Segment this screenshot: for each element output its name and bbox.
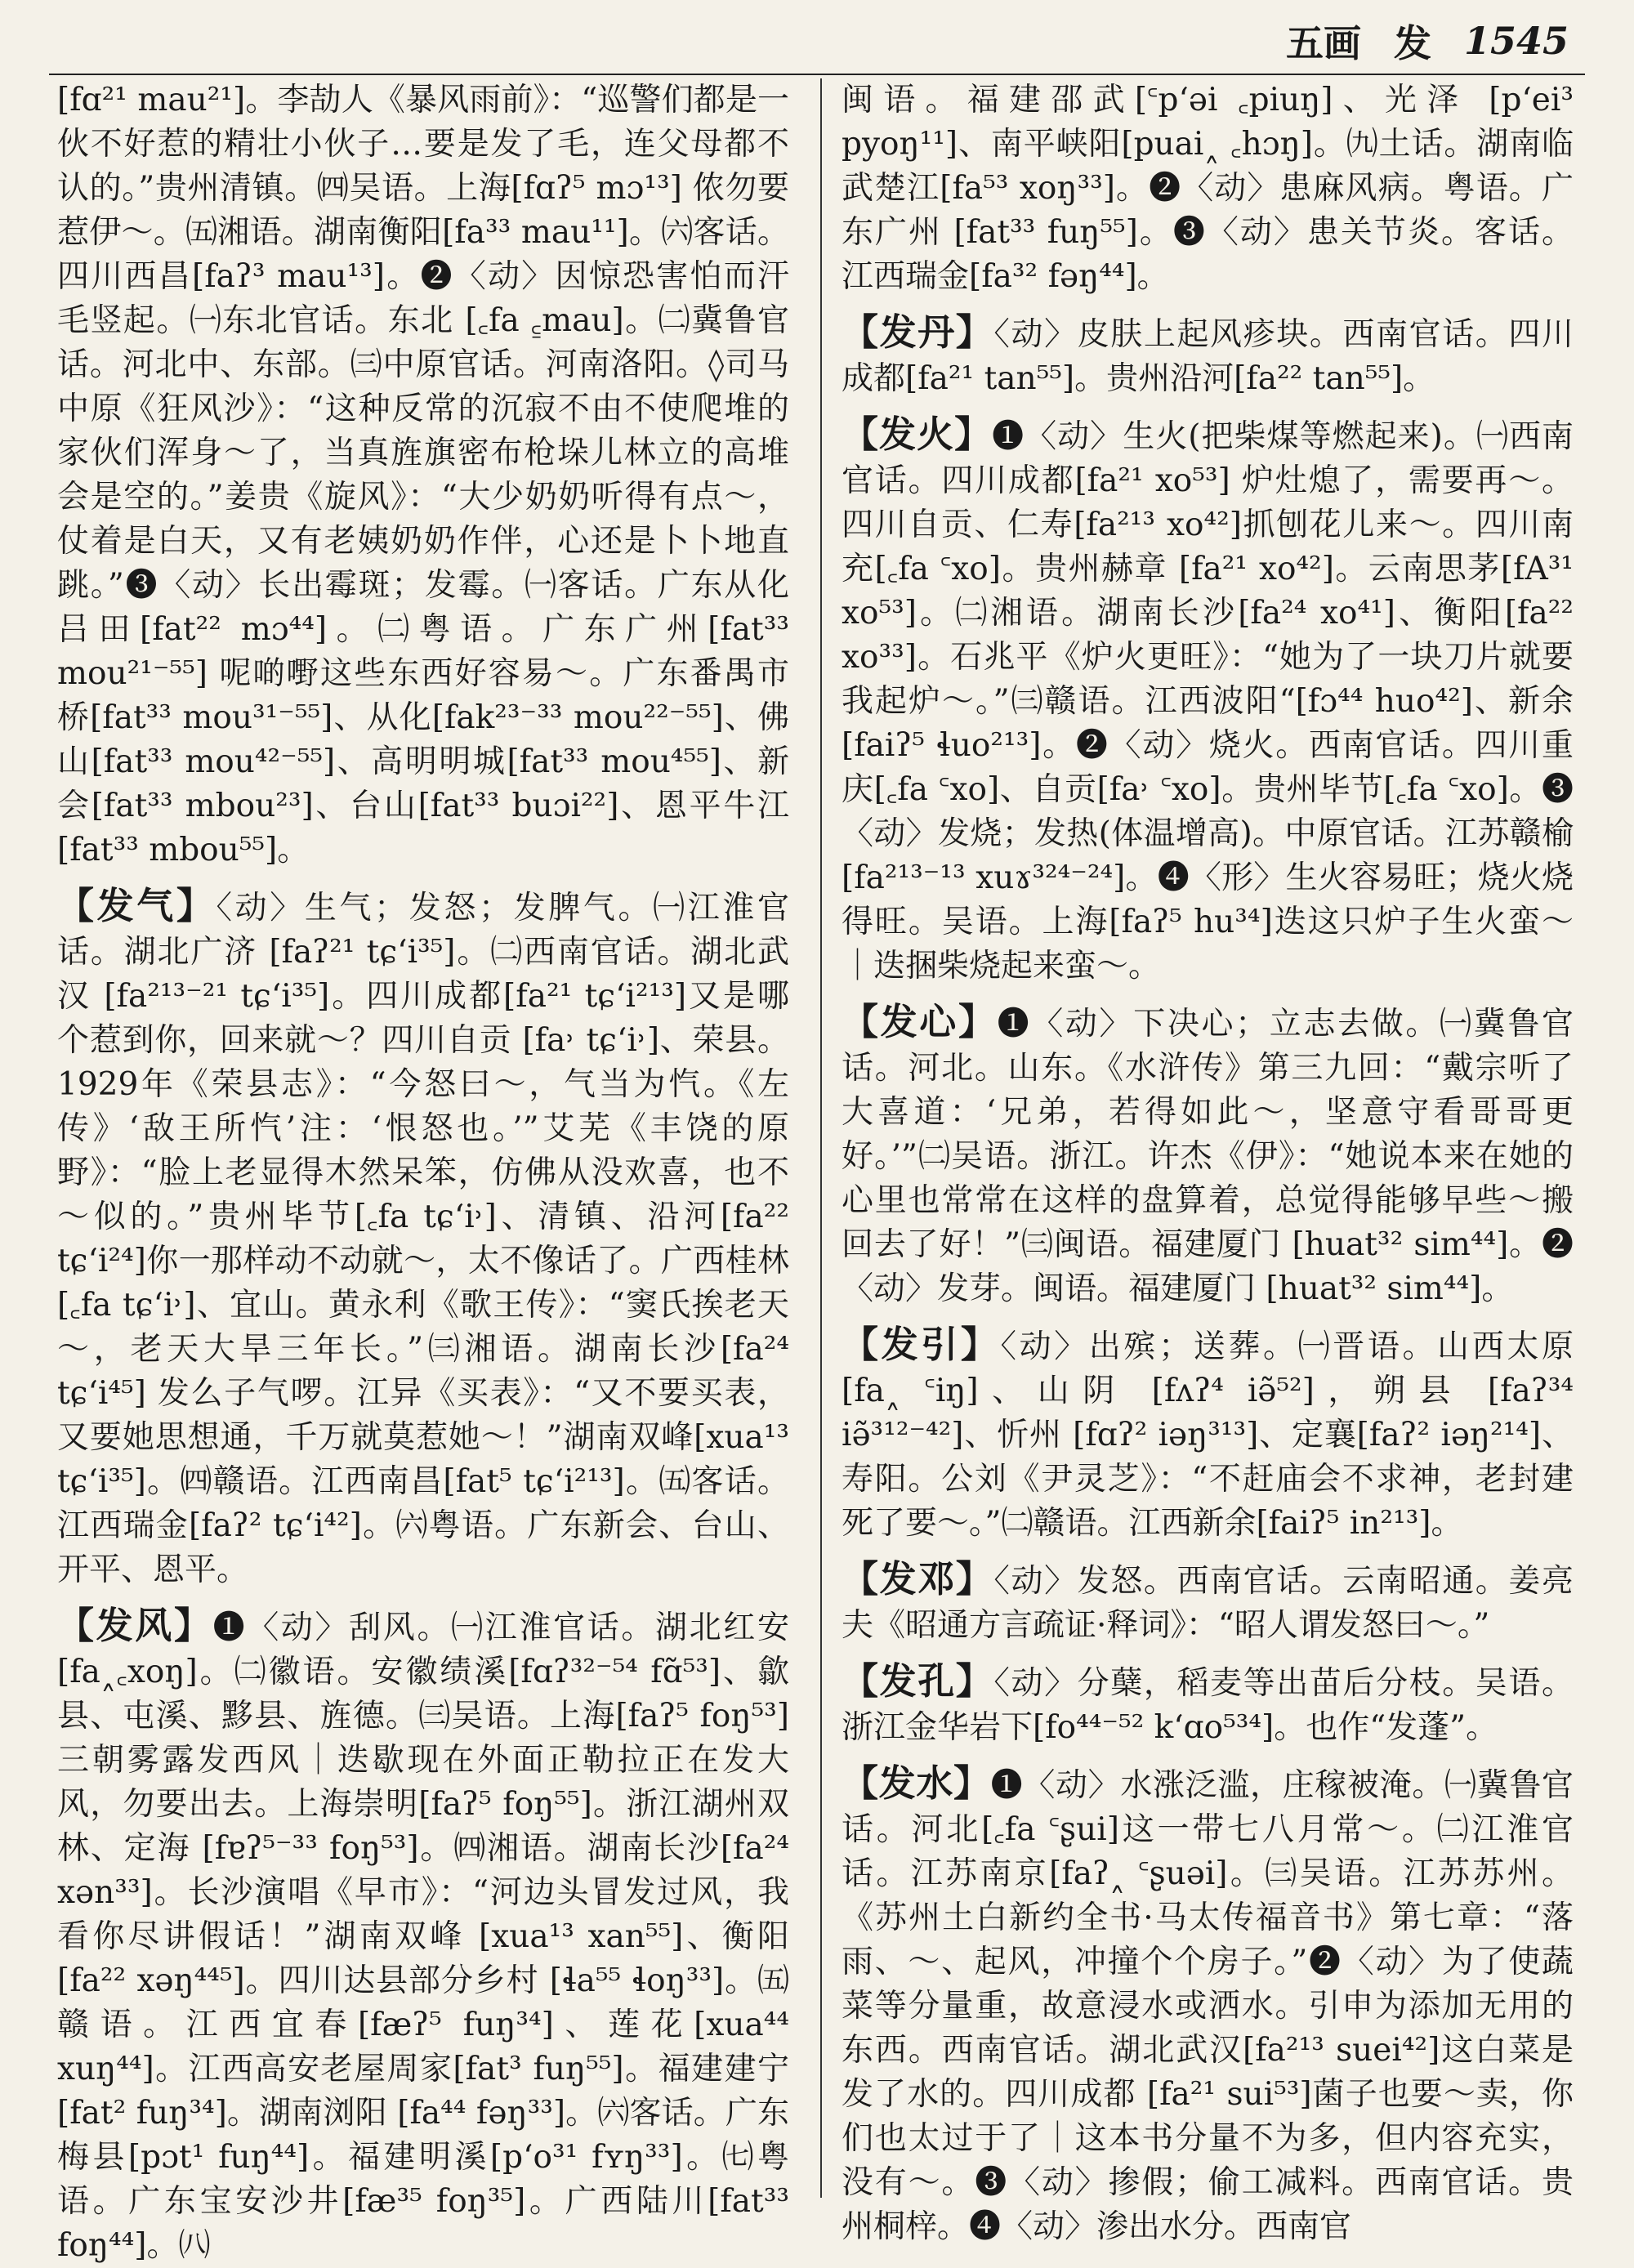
entry-definition: ❶〈动〉下决心；立志去做。㈠冀鲁官话。河北。山东。《水浒传》第三九回：“戴宗听了大喜道：‘兄弟，若得如此～，坚意守看哥哥更好。’”㈡吴语。浙江。许杰《伊》：“她说本来在她的心里也常常在这样的盘算着，总觉得能够早些～搬回去了好！”㈢闽语。福建厦门 [huat³² sim⁴⁴]。❷〈动〉发芽。闽语。福建厦门 [huat³² sim⁴⁴]。 <box>842 1006 1574 1307</box>
entry <box>842 1000 1574 1311</box>
entry <box>842 1557 1574 1648</box>
entry-headword: 【发火】 <box>842 413 993 456</box>
headword-char: 发 <box>1393 21 1431 65</box>
entry-headword: 【发邓】 <box>842 1557 994 1601</box>
entry <box>57 1604 789 2268</box>
entry <box>842 1323 1574 1546</box>
entry-definition: 〈动〉发怒。西南官话。云南昭通。姜亮夫《昭通方言疏证·释词》：“昭人谓发怒曰～。” <box>842 1563 1574 1644</box>
left-column <box>57 78 789 2264</box>
entry <box>842 413 1574 989</box>
entry-headword: 【发引】 <box>842 1323 1001 1366</box>
entry-headword: 【发丹】 <box>842 310 994 354</box>
entry-headword: 【发气】 <box>57 884 217 927</box>
entry-headword: 【发心】 <box>842 1000 998 1043</box>
page-header <box>0 11 1634 70</box>
continued-entry-text: 闽语。福建邵武[꜂pʻəi ꜀piuŋ]、光泽 [pʻei³ pyoŋ¹¹]、南平峡阳[puai˰ ꜀hɔŋ]。㈨土话。湖南临武楚江[fa⁵³ xoŋ³³]。❷〈动〉患麻风病。粤语。广东广州 [fat³³ fuŋ⁵⁵]。❸〈动〉患关节炎。客话。江西瑞金[fa³² fəŋ⁴⁴]。 <box>842 82 1574 295</box>
entry-definition: ❶〈动〉刮风。㈠江淮官话。湖北红安[fa˰꜀xoŋ]。㈡徽语。安徽绩溪[fɑʔ³²⁻⁵⁴ fɑ̃⁵³]、歙县、屯溪、黟县、旌德。㈢吴语。上海[faʔ⁵ foŋ⁵³]三朝雾露发西风｜迭歇现在外面正勒拉正在发大风，勿要出去。上海崇明[faʔ⁵ foŋ⁵⁵]。浙江湖州双林、定海 [fɐʔ⁵⁻³³ foŋ⁵³]。㈣湘语。湖南长沙[fa²⁴ xən³³]。长沙演唱《早市》：“河边头冒发过风，我看你尽讲假话！”湖南双峰 [xua¹³ xan⁵⁵]、衡阳[fa²² xəŋ⁴⁴⁵]。四川达县部分乡村 [ɬa⁵⁵ ɬoŋ³³]。㈤赣语。江西宜春[fæʔ⁵ fuŋ³⁴]、莲花[xua⁴⁴ xuŋ⁴⁴]。江西高安老屋周家[fat³ fuŋ⁵⁵]。福建建宁[fat² fuŋ³⁴]。湖南浏阳 [fa⁴⁴ fəŋ³³]。㈥客话。广东梅县[pɔt¹ fuŋ⁴⁴]。福建明溪[pʻo³¹ fʏŋ³³]。㈦粤语。广东宝安沙井[fæ³⁵ foŋ³⁵]。广西陆川[fat³³ foŋ⁴⁴]。㈧ <box>57 1609 789 2264</box>
continued-entry-text: [fɑ²¹ mau²¹]。李劼人《暴风雨前》：“巡警们都是一伙不好惹的精壮小伙子…要是发了毛，连父母都不认的。”贵州清镇。㈣吴语。上海[fɑʔ⁵ mɔ¹³] 侬勿要惹伊～。㈤湘语。湖南衡阳[fa³³ mau¹¹]。㈥客话。四川西昌[faʔ³ mau¹³]。❷〈动〉因惊恐害怕而汗毛竖起。㈠东北官话。东北 [꜀fa ꜁mau]。㈡冀鲁官话。河北中、东部。㈢中原官话。河南洛阳。◊司马中原《狂风沙》：“这种反常的沉寂不由不使爬堆的家伙们浑身～了，当真旌旗密布枪垛儿林立的高堆会是空的。”姜贵《旋风》：“大少奶奶听得有点～，仗着是白天，又有老姨奶奶作伴，心还是卜卜地直跳。”❸〈动〉长出霉斑；发霉。㈠客话。广东从化吕田[fat²² mɔ⁴⁴]。㈡粤语。广东广州[fat³³ mou²¹⁻⁵⁵] 呢啲嘢这些东西好容易～。广东番禺市桥[fat³³ mou³¹⁻⁵⁵]、从化[fak²³⁻³³ mou²²⁻⁵⁵]、佛山[fat³³ mou⁴²⁻⁵⁵]、高明明城[fat³³ mou⁴⁵⁵]、新会[fat³³ mbou²³]、台山[fat³³ buɔi²²]、恩平牛江[fat³³ mbou⁵⁵]。 <box>57 82 789 868</box>
entry-definition: ❶〈动〉水涨泛滥，庄稼被淹。㈠冀鲁官话。河北[꜀fa ꜂ʂui]这一带七八月常～。㈡江淮官话。江苏南京[faʔ˰ ꜂ʂuəi]。㈢吴语。江苏苏州。《苏州土白新约全书·马太传福音书》第七章：“落雨、～、起风，冲撞个个房子。”❷〈动〉为了使蔬菜等分量重，故意浸水或洒水。引申为添加无用的东西。西南官话。湖北武汉[fa²¹³ suei⁴²]这白菜是发了水的。四川成都 [fa²¹ sui⁵³]菌子也要～卖，你们也太过于了｜这本书分量不为多，但内容充实，没有～。❸〈动〉掺假；偷工减料。西南官话。贵州桐梓。❹〈动〉渗出水分。西南官 <box>842 1767 1574 2245</box>
page-number: 1545 <box>1463 19 1569 63</box>
entry-definition: 〈动〉出殡；送葬。㈠晋语。山西太原 [fa˰ ꜂iŋ]、山阴 [fʌʔ⁴ iə̃⁵²]，朔县 [faʔ³⁴ iə̃³¹²⁻⁴²]、忻州 [fɑʔ² iəŋ³¹³]、定襄[faʔ² iəŋ²¹⁴]、寿阳。公刘《尹灵芝》：“不赶庙会不求神，老封建死了要～。”㈡赣语。江西新余[faiʔ⁵ in²¹³]。 <box>842 1328 1574 1542</box>
entry-definition: 〈动〉生气；发怒；发脾气。㈠江淮官话。湖北广济 [faʔ²¹ tɕʻi³⁵]。㈡西南官话。湖北武汉 [fa²¹³⁻²¹ tɕʻi³⁵]。四川成都[fa²¹ tɕʻi²¹³]又是哪个惹到你，回来就～？四川自贡 [fa˒ tɕʻi˒]、荣县。1929年《荣县志》：“今怒曰～，气当为忾。《左传》‘敌王所忾’注：‘恨怒也。’”艾芜《丰饶的原野》：“脸上老显得木然呆笨，仿佛从没欢喜，也不～似的。”贵州毕节[꜀fa tɕʻi˒]、清镇、沿河[fa²² tɕʻi²⁴]你一那样动不动就～，太不像话了。广西桂林[꜀fa tɕʻi˒]、宜山。黄永利《歌王传》：“窦氏挨老天～，老天大旱三年长。”㈢湘语。湖南长沙[fa²⁴ tɕʻi⁴⁵] 发么子气啰。江异《买表》：“又不要买表，又要她思想通，千万就莫惹她～！”湖南双峰[xua¹³ tɕʻi³⁵]。㈣赣语。江西南昌[fat⁵ tɕʻi²¹³]。㈤客话。江西瑞金[faʔ² tɕʻi⁴²]。㈥粤语。广东新会、台山、开平、恩平。 <box>57 890 789 1588</box>
right-column <box>842 78 1574 2245</box>
entry-definition: 〈动〉皮肤上起风疹块。西南官话。四川成都[fa²¹ tan⁵⁵]。贵州沿河[fa²² tan⁵⁵]。 <box>842 316 1574 397</box>
header-rule <box>49 74 1585 75</box>
entry-headword: 【发水】 <box>842 1761 991 1805</box>
entry <box>842 1659 1574 1750</box>
entry <box>57 884 789 1592</box>
entry-headword: 【发孔】 <box>842 1659 994 1703</box>
entry-headword: 【发风】 <box>57 1604 213 1647</box>
entry-definition: ❶〈动〉生火(把柴煤等燃起来)。㈠西南官话。四川成都[fa²¹ xo⁵³] 炉灶熄了，需要再～。四川自贡、仁寿[fa²¹³ xo⁴²]抓刨花儿来～。四川南充[꜀fa ꜂xo]。贵州赫章 [fa²¹ xo⁴²]。云南思茅[fA³¹ xo⁵³]。㈡湘语。湖南长沙[fa²⁴ xo⁴¹]、衡阳[fa²² xo³³]。石兆平《炉火更旺》：“她为了一块刀片就要我起炉～。”㈢赣语。江西波阳“[fɔ⁴⁴ huo⁴²]、新余[faiʔ⁵ ɬuo²¹³]。❷〈动〉烧火。西南官话。四川重庆[꜀fa ꜂xo]、自贡[fa˒ ꜂xo]。贵州毕节[꜀fa ꜂xo]。❸〈动〉发烧；发热(体温增高)。中原官话。江苏赣榆[fa²¹³⁻¹³ xuɤ³²⁴⁻²⁴]。❹〈形〉生火容易旺；烧火烧得旺。吴语。上海[faʔ⁵ hu³⁴]迭这只炉子生火蛮～｜迭捆柴烧起来蛮～。 <box>842 418 1574 984</box>
section-label: 五画 <box>1285 21 1361 65</box>
entry <box>842 1761 1574 2249</box>
entry-definition: 〈动〉分蘖，稻麦等出苗后分枝。吴语。浙江金华岩下[fo⁴⁴⁻⁵² kʻɑo⁵³⁴]。也作“发蓬”。 <box>842 1665 1574 1746</box>
entry <box>842 310 1574 401</box>
column-divider <box>820 78 822 2198</box>
